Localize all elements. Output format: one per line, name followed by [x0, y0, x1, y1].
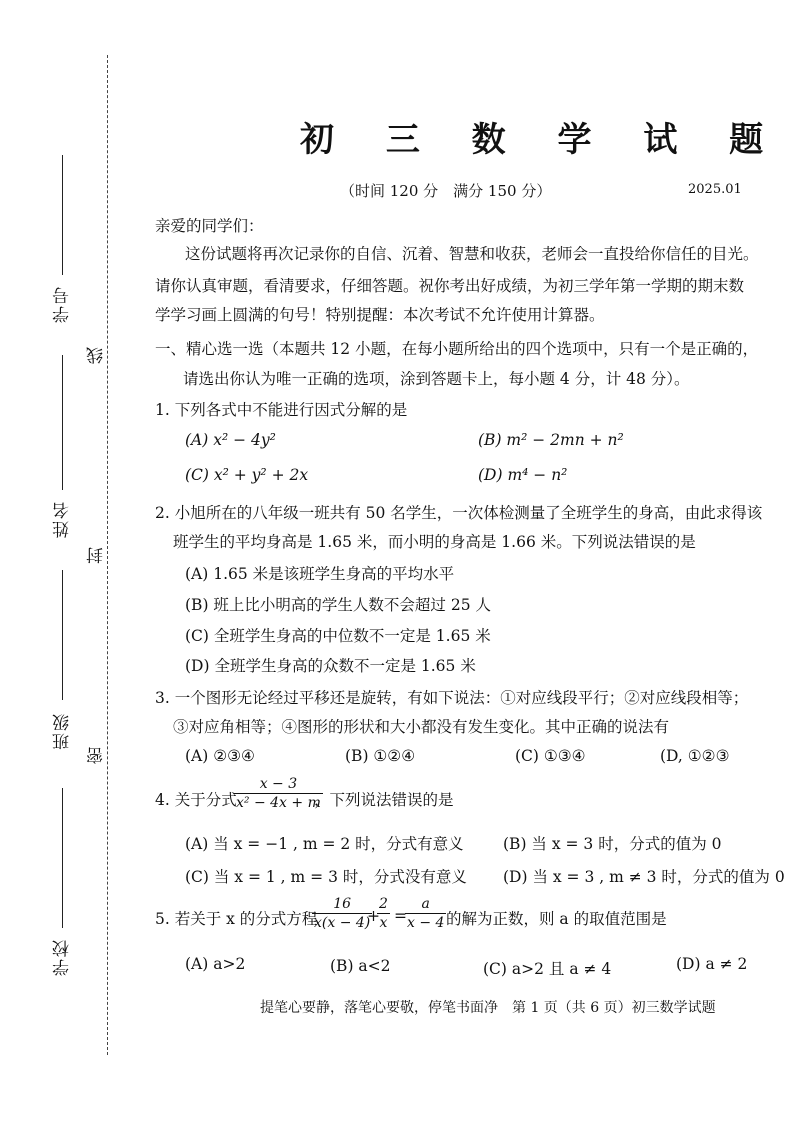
q5-fraction-3-numerator: a: [421, 896, 430, 912]
exam-info: （时间 120 分 满分 150 分）: [340, 182, 552, 200]
q5-fraction-2-denominator: x: [377, 913, 390, 931]
q4-prefix: 4. 关于分式: [155, 791, 237, 809]
q1-option-d: (D) m⁴ − n²: [478, 466, 568, 484]
q4-option-c: (C) 当 x = 1 , m = 3 时，分式没有意义: [185, 868, 467, 886]
q5-plus: +: [367, 907, 380, 925]
xuehao-underline: [62, 155, 63, 275]
seal-mi: 密: [87, 745, 107, 764]
q5-fraction-3: [405, 896, 446, 931]
q5-suffix: 的解为正数，则 a 的取值范围是: [446, 910, 667, 928]
q2-option-a: (A) 1.65 米是该班学生身高的平均水平: [185, 565, 455, 583]
q3-stem-1: 3. 一个图形无论经过平移还是旋转，有如下说法：①对应线段平行；②对应线段相等；: [155, 689, 749, 707]
q5-fraction-1-numerator: 16: [333, 896, 352, 912]
q5-option-d: (D) a ≠ 2: [676, 955, 748, 973]
q5-fraction-1-denominator: x(x − 4): [314, 915, 371, 931]
xingming-underline: [62, 355, 63, 490]
q5-equals: =: [394, 907, 407, 925]
xuexiao-underline: [62, 788, 63, 928]
exam-date: 2025.01: [688, 182, 742, 197]
q4-fraction: [234, 776, 323, 811]
intro-line-1: 这份试题将再次记录你的自信、沉着、智慧和收获，老师会一直投给你信任的目光。: [185, 245, 759, 263]
q4-fraction-numerator: x − 3: [259, 776, 298, 792]
q2-stem-2: 班学生的平均身高是 1.65 米，而小明的身高是 1.66 米。下列说法错误的是: [173, 533, 696, 551]
q5-fraction-2-numerator: 2: [379, 896, 388, 912]
q3-option-c: (C) ①③④: [515, 747, 586, 765]
q5-prefix: 5. 若关于 x 的分式方程: [155, 910, 318, 928]
intro-line-3: 学学习画上圆满的句号！特别提醒：本次考试不允许使用计算器。: [155, 306, 605, 324]
q1-option-b: (B) m² − 2mn + n²: [478, 431, 624, 449]
q3-option-b: (B) ①②④: [345, 747, 416, 765]
q5-option-b: (B) a<2: [330, 957, 391, 975]
seal-feng: 封: [87, 545, 107, 564]
q3-stem-2: ③对应角相等；④图形的形状和大小都没有发生变化。其中正确的说法有: [173, 718, 670, 736]
q4-fraction-denominator: x² − 4x + m: [236, 795, 321, 811]
q5-option-a: (A) a>2: [185, 955, 246, 973]
section1-line-2: 请选出你认为唯一正确的选项，涂到答题卡上，每小题 4 分，计 48 分）。: [183, 370, 690, 388]
section1-line-1: 一、精心选一选（本题共 12 小题，在每小题所给出的四个选项中，只有一个是正确的，: [155, 340, 759, 358]
q1-option-c: (C) x² + y² + 2x: [185, 466, 309, 484]
q2-option-c: (C) 全班学生身高的中位数不一定是 1.65 米: [185, 627, 491, 645]
q4-option-b: (B) 当 x = 3 时，分式的值为 0: [503, 835, 722, 853]
xuexiao-label: 学校: [53, 938, 73, 976]
page-title: 初 三 数 学 试 题: [300, 120, 784, 160]
seal-dashed-line: [107, 55, 108, 1055]
q1-stem: 1. 下列各式中不能进行因式分解的是: [155, 401, 408, 419]
q4-option-a: (A) 当 x = −1 , m = 2 时，分式有意义: [185, 835, 464, 853]
banji-label: 班级: [53, 712, 73, 750]
page-footer: 提笔心要静，落笔心要敬，停笔书面净 第 1 页（共 6 页）初三数学试题: [260, 1000, 716, 1016]
banji-underline: [62, 570, 63, 700]
q4-option-d: (D) 当 x = 3 , m ≠ 3 时，分式的值为 0: [503, 868, 785, 886]
q2-option-d: (D) 全班学生身高的众数不一定是 1.65 米: [185, 657, 476, 675]
q5-fraction-2: [377, 896, 390, 931]
q4-suffix: ，下列说法错误的是: [314, 791, 454, 809]
intro-line-2: 请你认真审题，看清要求，仔细答题。祝你考出好成绩，为初三学年第一学期的期末数: [155, 277, 745, 295]
q2-option-b: (B) 班上比小明高的学生人数不会超过 25 人: [185, 596, 491, 614]
xingming-label: 姓名: [53, 500, 73, 538]
q3-option-d: (D, ①②③: [660, 747, 730, 765]
q5-fraction-3-denominator: x − 4: [407, 915, 445, 931]
q2-stem-1: 2. 小旭所在的八年级一班共有 50 名学生，一次体检测量了全班学生的身高，由此求得该: [155, 504, 763, 522]
q5-option-c: (C) a>2 且 a ≠ 4: [483, 960, 612, 978]
q5-fraction-1: [312, 896, 372, 931]
q1-option-a: (A) x² − 4y²: [185, 431, 276, 449]
seal-xian: 线: [87, 345, 107, 364]
greeting: 亲爱的同学们：: [155, 217, 264, 235]
xuehao-label: 学号: [53, 285, 73, 323]
q3-option-a: (A) ②③④: [185, 747, 255, 765]
